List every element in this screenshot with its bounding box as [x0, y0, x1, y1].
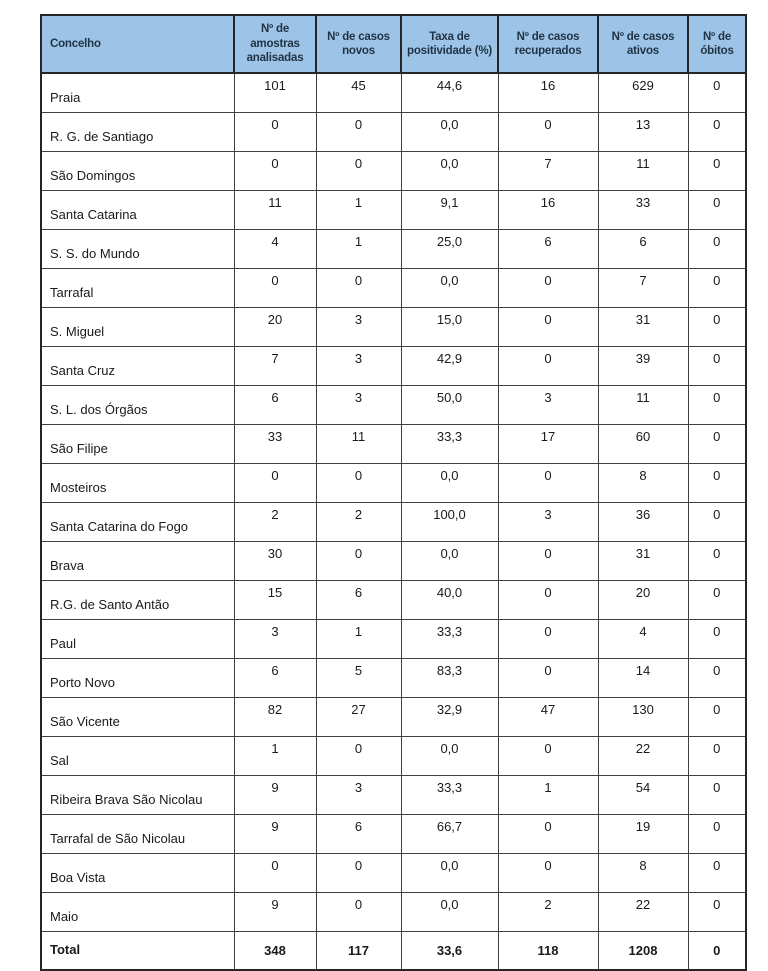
casos-novos-cell: 3 [316, 776, 401, 815]
obitos-cell: 0 [688, 854, 746, 893]
obitos-cell: 0 [688, 347, 746, 386]
table-row [41, 308, 746, 347]
casos-novos-cell: 2 [316, 503, 401, 542]
casos-novos-cell: 0 [316, 737, 401, 776]
casos-novos-cell: 3 [316, 308, 401, 347]
amostras-analisadas-cell: 20 [234, 308, 316, 347]
concelho-cell: Santa Cruz [41, 347, 234, 386]
table-row [41, 73, 746, 113]
obitos-cell: 0 [688, 230, 746, 269]
casos-ativos-cell: 20 [598, 581, 688, 620]
casos-ativos-cell: 19 [598, 815, 688, 854]
obitos-cell: 0 [688, 581, 746, 620]
casos-novos-cell: 117 [316, 932, 401, 971]
casos-recuperados-cell: 3 [498, 386, 598, 425]
taxa-positividade-cell: 32,9 [401, 698, 498, 737]
concelho-cell: S. Miguel [41, 308, 234, 347]
table-body [41, 73, 746, 970]
obitos-cell: 0 [688, 815, 746, 854]
casos-ativos-cell: 22 [598, 893, 688, 932]
taxa-positividade-cell: 0,0 [401, 854, 498, 893]
concelho-cell: Maio [41, 893, 234, 932]
casos-ativos-cell: 33 [598, 191, 688, 230]
taxa-positividade-cell: 0,0 [401, 269, 498, 308]
casos-ativos-cell: 39 [598, 347, 688, 386]
casos-recuperados-cell: 2 [498, 893, 598, 932]
col-header-casos-recuperados: Nº de casos recuperados [498, 15, 598, 73]
casos-ativos-cell: 7 [598, 269, 688, 308]
concelho-cell: Santa Catarina do Fogo [41, 503, 234, 542]
table-row [41, 269, 746, 308]
obitos-cell: 0 [688, 152, 746, 191]
table-row [41, 893, 746, 932]
taxa-positividade-cell: 50,0 [401, 386, 498, 425]
obitos-cell: 0 [688, 386, 746, 425]
taxa-positividade-cell: 0,0 [401, 737, 498, 776]
taxa-positividade-cell: 83,3 [401, 659, 498, 698]
table-row [41, 854, 746, 893]
col-header-amostras-analisadas: Nº de amostras analisadas [234, 15, 316, 73]
casos-novos-cell: 11 [316, 425, 401, 464]
total-row [41, 932, 746, 971]
amostras-analisadas-cell: 0 [234, 113, 316, 152]
casos-recuperados-cell: 1 [498, 776, 598, 815]
casos-ativos-cell: 11 [598, 386, 688, 425]
taxa-positividade-cell: 33,3 [401, 620, 498, 659]
obitos-cell: 0 [688, 503, 746, 542]
casos-ativos-cell: 31 [598, 542, 688, 581]
casos-novos-cell: 5 [316, 659, 401, 698]
amostras-analisadas-cell: 1 [234, 737, 316, 776]
amostras-analisadas-cell: 0 [234, 152, 316, 191]
obitos-cell: 0 [688, 737, 746, 776]
casos-novos-cell: 1 [316, 230, 401, 269]
amostras-analisadas-cell: 11 [234, 191, 316, 230]
casos-recuperados-cell: 0 [498, 659, 598, 698]
obitos-cell: 0 [688, 191, 746, 230]
concelho-cell: S. S. do Mundo [41, 230, 234, 269]
casos-novos-cell: 0 [316, 542, 401, 581]
casos-novos-cell: 0 [316, 113, 401, 152]
taxa-positividade-cell: 0,0 [401, 542, 498, 581]
obitos-cell: 0 [688, 932, 746, 971]
casos-ativos-cell: 4 [598, 620, 688, 659]
casos-novos-cell: 1 [316, 620, 401, 659]
casos-ativos-cell: 14 [598, 659, 688, 698]
casos-novos-cell: 0 [316, 464, 401, 503]
table-row [41, 152, 746, 191]
concelho-cell: Sal [41, 737, 234, 776]
taxa-positividade-cell: 44,6 [401, 73, 498, 113]
amostras-analisadas-cell: 9 [234, 815, 316, 854]
table-row [41, 698, 746, 737]
concelho-cell: Total [41, 932, 234, 971]
obitos-cell: 0 [688, 308, 746, 347]
casos-ativos-cell: 6 [598, 230, 688, 269]
obitos-cell: 0 [688, 620, 746, 659]
casos-ativos-cell: 11 [598, 152, 688, 191]
amostras-analisadas-cell: 4 [234, 230, 316, 269]
concelho-cell: São Filipe [41, 425, 234, 464]
table-row [41, 503, 746, 542]
table-row [41, 776, 746, 815]
casos-recuperados-cell: 0 [498, 308, 598, 347]
concelho-cell: Mosteiros [41, 464, 234, 503]
casos-recuperados-cell: 0 [498, 620, 598, 659]
obitos-cell: 0 [688, 542, 746, 581]
taxa-positividade-cell: 9,1 [401, 191, 498, 230]
casos-novos-cell: 6 [316, 815, 401, 854]
casos-ativos-cell: 13 [598, 113, 688, 152]
taxa-positividade-cell: 0,0 [401, 113, 498, 152]
obitos-cell: 0 [688, 269, 746, 308]
casos-ativos-cell: 629 [598, 73, 688, 113]
concelho-cell: Praia [41, 73, 234, 113]
covid-concelho-table [40, 14, 747, 971]
concelho-cell: Ribeira Brava São Nicolau [41, 776, 234, 815]
obitos-cell: 0 [688, 464, 746, 503]
casos-recuperados-cell: 0 [498, 347, 598, 386]
casos-ativos-cell: 8 [598, 854, 688, 893]
casos-recuperados-cell: 17 [498, 425, 598, 464]
table-row [41, 191, 746, 230]
casos-ativos-cell: 60 [598, 425, 688, 464]
table-row [41, 113, 746, 152]
amostras-analisadas-cell: 30 [234, 542, 316, 581]
taxa-positividade-cell: 25,0 [401, 230, 498, 269]
amostras-analisadas-cell: 348 [234, 932, 316, 971]
taxa-positividade-cell: 40,0 [401, 581, 498, 620]
casos-recuperados-cell: 0 [498, 815, 598, 854]
casos-recuperados-cell: 0 [498, 854, 598, 893]
table-row [41, 425, 746, 464]
amostras-analisadas-cell: 9 [234, 776, 316, 815]
casos-novos-cell: 3 [316, 386, 401, 425]
concelho-cell: São Vicente [41, 698, 234, 737]
amostras-analisadas-cell: 101 [234, 73, 316, 113]
taxa-positividade-cell: 33,6 [401, 932, 498, 971]
taxa-positividade-cell: 66,7 [401, 815, 498, 854]
concelho-cell: Santa Catarina [41, 191, 234, 230]
concelho-cell: Porto Novo [41, 659, 234, 698]
taxa-positividade-cell: 0,0 [401, 152, 498, 191]
casos-recuperados-cell: 16 [498, 191, 598, 230]
casos-recuperados-cell: 0 [498, 581, 598, 620]
taxa-positividade-cell: 0,0 [401, 464, 498, 503]
amostras-analisadas-cell: 0 [234, 464, 316, 503]
casos-recuperados-cell: 0 [498, 737, 598, 776]
amostras-analisadas-cell: 0 [234, 269, 316, 308]
amostras-analisadas-cell: 0 [234, 854, 316, 893]
taxa-positividade-cell: 42,9 [401, 347, 498, 386]
casos-recuperados-cell: 16 [498, 73, 598, 113]
casos-recuperados-cell: 47 [498, 698, 598, 737]
taxa-positividade-cell: 15,0 [401, 308, 498, 347]
casos-novos-cell: 0 [316, 854, 401, 893]
casos-recuperados-cell: 0 [498, 269, 598, 308]
obitos-cell: 0 [688, 113, 746, 152]
table-row [41, 542, 746, 581]
casos-recuperados-cell: 7 [498, 152, 598, 191]
casos-novos-cell: 1 [316, 191, 401, 230]
casos-recuperados-cell: 0 [498, 464, 598, 503]
obitos-cell: 0 [688, 893, 746, 932]
casos-ativos-cell: 36 [598, 503, 688, 542]
col-header-obitos: Nº de óbitos [688, 15, 746, 73]
table-row [41, 464, 746, 503]
casos-recuperados-cell: 118 [498, 932, 598, 971]
casos-novos-cell: 0 [316, 269, 401, 308]
table-row [41, 620, 746, 659]
concelho-cell: Tarrafal [41, 269, 234, 308]
table-row [41, 386, 746, 425]
taxa-positividade-cell: 33,3 [401, 425, 498, 464]
obitos-cell: 0 [688, 425, 746, 464]
concelho-cell: R.G. de Santo Antão [41, 581, 234, 620]
casos-ativos-cell: 130 [598, 698, 688, 737]
table-row [41, 737, 746, 776]
casos-ativos-cell: 31 [598, 308, 688, 347]
table-row [41, 230, 746, 269]
concelho-cell: Boa Vista [41, 854, 234, 893]
table-row [41, 659, 746, 698]
table-row [41, 815, 746, 854]
casos-novos-cell: 3 [316, 347, 401, 386]
casos-ativos-cell: 22 [598, 737, 688, 776]
table-row [41, 581, 746, 620]
obitos-cell: 0 [688, 73, 746, 113]
casos-ativos-cell: 8 [598, 464, 688, 503]
casos-novos-cell: 45 [316, 73, 401, 113]
concelho-cell: S. L. dos Órgãos [41, 386, 234, 425]
concelho-cell: São Domingos [41, 152, 234, 191]
col-header-casos-ativos: Nº de casos ativos [598, 15, 688, 73]
obitos-cell: 0 [688, 776, 746, 815]
casos-recuperados-cell: 0 [498, 113, 598, 152]
col-header-concelho: Concelho [41, 15, 234, 73]
casos-novos-cell: 0 [316, 152, 401, 191]
amostras-analisadas-cell: 7 [234, 347, 316, 386]
amostras-analisadas-cell: 3 [234, 620, 316, 659]
taxa-positividade-cell: 100,0 [401, 503, 498, 542]
concelho-cell: R. G. de Santiago [41, 113, 234, 152]
casos-ativos-cell: 54 [598, 776, 688, 815]
obitos-cell: 0 [688, 698, 746, 737]
casos-novos-cell: 0 [316, 893, 401, 932]
table-row [41, 347, 746, 386]
casos-recuperados-cell: 6 [498, 230, 598, 269]
taxa-positividade-cell: 0,0 [401, 893, 498, 932]
concelho-cell: Brava [41, 542, 234, 581]
amostras-analisadas-cell: 9 [234, 893, 316, 932]
amostras-analisadas-cell: 33 [234, 425, 316, 464]
obitos-cell: 0 [688, 659, 746, 698]
amostras-analisadas-cell: 82 [234, 698, 316, 737]
amostras-analisadas-cell: 6 [234, 386, 316, 425]
taxa-positividade-cell: 33,3 [401, 776, 498, 815]
casos-ativos-cell: 1208 [598, 932, 688, 971]
amostras-analisadas-cell: 15 [234, 581, 316, 620]
header-row [41, 15, 746, 73]
casos-recuperados-cell: 3 [498, 503, 598, 542]
col-header-casos-novos: Nº de casos novos [316, 15, 401, 73]
concelho-cell: Tarrafal de São Nicolau [41, 815, 234, 854]
col-header-taxa-positividade: Taxa de positividade (%) [401, 15, 498, 73]
amostras-analisadas-cell: 2 [234, 503, 316, 542]
casos-novos-cell: 27 [316, 698, 401, 737]
concelho-cell: Paul [41, 620, 234, 659]
casos-novos-cell: 6 [316, 581, 401, 620]
amostras-analisadas-cell: 6 [234, 659, 316, 698]
casos-recuperados-cell: 0 [498, 542, 598, 581]
